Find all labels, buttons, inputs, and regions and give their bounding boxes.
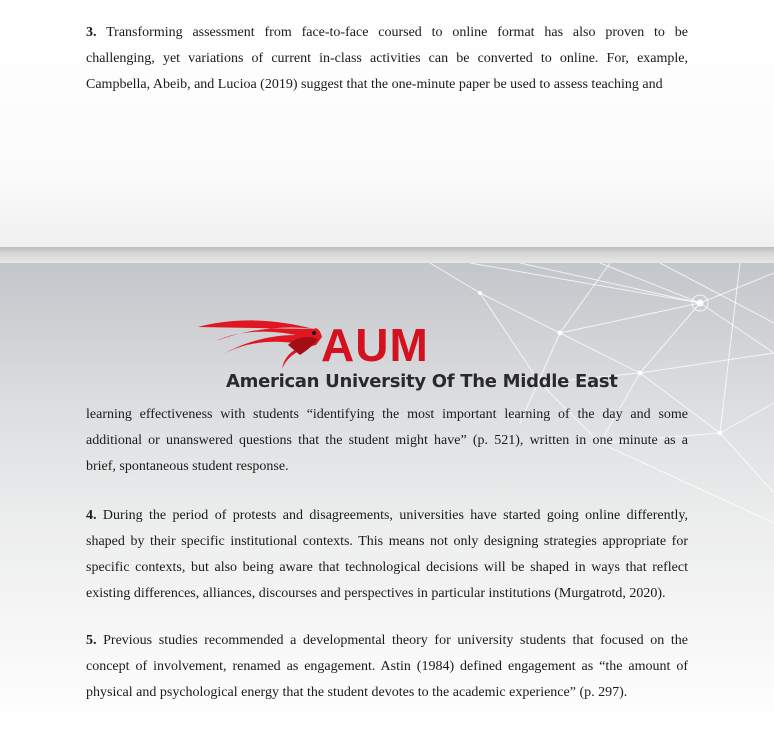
paragraph-line: concept of involvement, renamed as engagement. Astin (1984) defined engagement as “the amount of xyxy=(86,659,688,674)
item-number: 4. xyxy=(86,508,97,523)
paragraph-line: During the period of protests and disagreements, universities have started going online differently, xyxy=(102,508,689,523)
aum-logo xyxy=(196,315,618,399)
page-separator xyxy=(0,247,774,263)
phoenix-logo-icon xyxy=(196,315,326,371)
paragraph-line: learning effectiveness with students “identifying the most important learning of the day and some xyxy=(86,407,688,422)
paragraph-line: existing differences, alliances, discourses and perspectives in particular institutions (Murgatrotd, 2020). xyxy=(86,586,666,601)
paragraph-item-5 xyxy=(86,628,688,706)
paragraph-item-4 xyxy=(86,503,688,607)
paragraph-line: additional or unanswered questions that the student might have” (p. 521), written in one minute as a xyxy=(86,433,688,448)
item-number: 3. xyxy=(86,25,97,40)
paragraph-line: Transforming assessment from face-to-face coursed to online format has also proven to be xyxy=(106,25,689,40)
document-page-2 xyxy=(0,263,774,731)
paragraph-line: brief, spontaneous student response. xyxy=(86,459,289,474)
paragraph-line: shaped by their specific institutional contexts. This means not only designing strategies appropriate for xyxy=(86,534,688,549)
item-number: 5. xyxy=(86,633,97,648)
paragraph-line: Previous studies recommended a developmental theory for university students that focused on the xyxy=(103,633,689,648)
document-page-1 xyxy=(0,0,774,247)
paragraph-line: challenging, yet variations of current in-class activities can be converted to online. For, example, xyxy=(86,51,688,66)
paragraph-line: physical and psychological energy that the student devotes to the academic experience” (p. 297). xyxy=(86,685,628,700)
paragraph-line: specific contexts, but also being aware that technological decisions will be shaped in ways that reflect xyxy=(86,560,688,575)
logo-university-name: American University Of The Middle East xyxy=(226,371,618,392)
paragraph-line: Campbella, Abeib, and Lucioa (2019) suggest that the one-minute paper be used to assess teaching and xyxy=(86,77,663,92)
logo-wordmark: AUM xyxy=(321,319,429,371)
paragraph-item-3 xyxy=(86,20,688,98)
paragraph-continuation xyxy=(86,402,688,480)
